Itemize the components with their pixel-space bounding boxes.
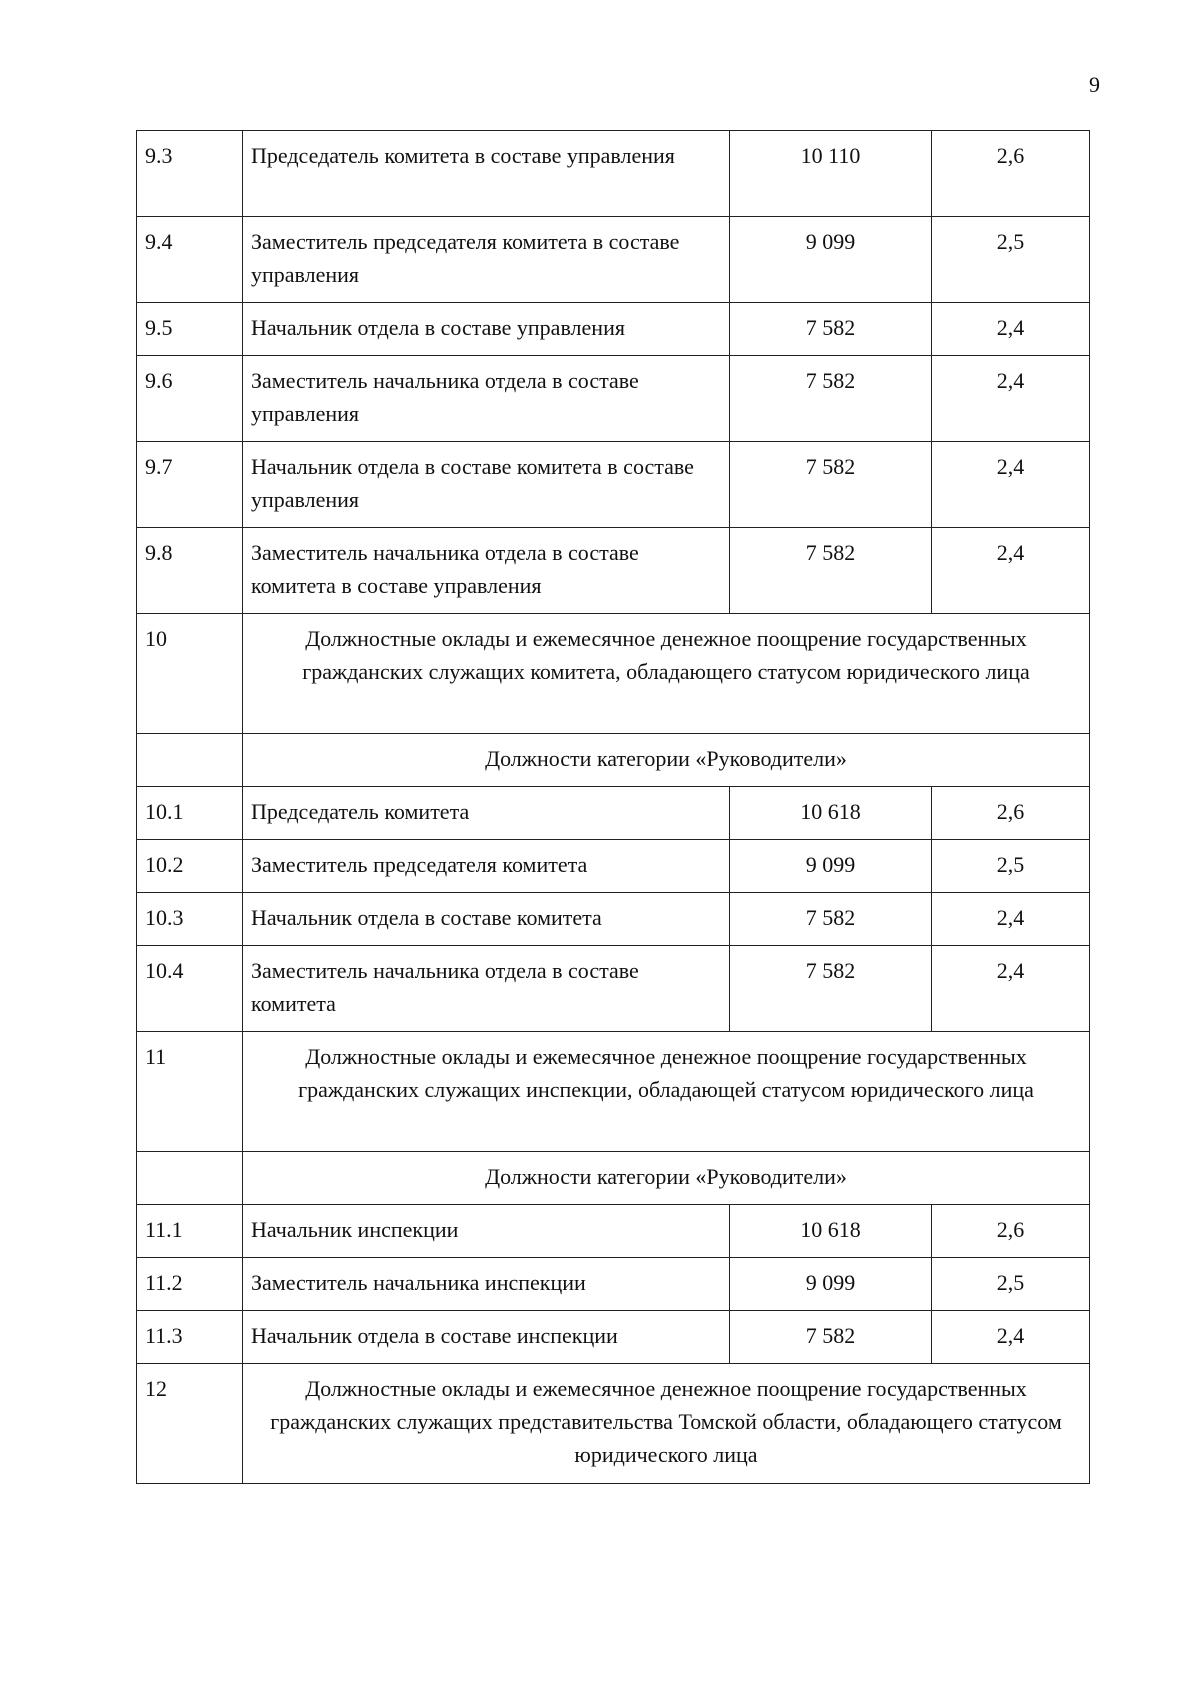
table-row [137,131,1090,217]
page-number: 9 [1089,72,1100,97]
category-title: Должности категории «Руководители» [243,1152,1090,1205]
salary-cell: 7 582 [730,946,932,1032]
table-row [137,893,1090,946]
section-number: 11 [137,1032,243,1152]
row-number: 11.2 [137,1258,243,1311]
coefficient-cell: 2,6 [932,787,1090,840]
table-row [137,787,1090,840]
table-row [137,1258,1090,1311]
table-row [137,356,1090,442]
coefficient-cell: 2,5 [932,840,1090,893]
coefficient-cell: 2,4 [932,1311,1090,1364]
position-name: Начальник отдела в составе комитета [243,893,730,946]
position-name: Заместитель начальника отдела в составе комитета [243,946,730,1032]
salary-cell: 7 582 [730,442,932,528]
coefficient-cell: 2,5 [932,1258,1090,1311]
section-title: Должностные оклады и ежемесячное денежное поощрение государственных гражданских служащих комитета, обладающего статусом юридического лица [243,614,1090,734]
row-number: 9.7 [137,442,243,528]
position-name: Заместитель председателя комитета в составе управления [243,217,730,303]
table-row [137,303,1090,356]
section-title: Должностные оклады и ежемесячное денежное поощрение государственных гражданских служащих инспекции, обладающей статусом юридического лица [243,1032,1090,1152]
section-number: 10 [137,614,243,734]
salary-table [136,130,1090,1484]
row-number: 9.8 [137,528,243,614]
coefficient-cell: 2,4 [932,946,1090,1032]
table-row [137,840,1090,893]
section-header-row [137,614,1090,734]
salary-cell: 7 582 [730,1311,932,1364]
table-row [137,1311,1090,1364]
row-number: 10.2 [137,840,243,893]
row-number: 9.3 [137,131,243,217]
position-name: Председатель комитета [243,787,730,840]
position-name: Заместитель начальника отдела в составе комитета в составе управления [243,528,730,614]
salary-cell: 7 582 [730,356,932,442]
empty-cell [137,734,243,787]
section-number: 12 [137,1364,243,1484]
position-name: Начальник отдела в составе управления [243,303,730,356]
row-number: 11.3 [137,1311,243,1364]
position-name: Начальник отдела в составе инспекции [243,1311,730,1364]
coefficient-cell: 2,5 [932,217,1090,303]
row-number: 11.1 [137,1205,243,1258]
table-row [137,442,1090,528]
salary-cell: 10 618 [730,787,932,840]
category-row [137,734,1090,787]
position-name: Заместитель председателя комитета [243,840,730,893]
salary-cell: 9 099 [730,840,932,893]
coefficient-cell: 2,4 [932,303,1090,356]
table-row [137,1205,1090,1258]
position-name: Заместитель начальника инспекции [243,1258,730,1311]
salary-table-body [137,131,1090,1484]
section-header-row [137,1032,1090,1152]
salary-cell: 7 582 [730,893,932,946]
section-header-row [137,1364,1090,1484]
position-name: Заместитель начальника отдела в составе управления [243,356,730,442]
category-row [137,1152,1090,1205]
coefficient-cell: 2,6 [932,1205,1090,1258]
table-row [137,217,1090,303]
row-number: 9.4 [137,217,243,303]
position-name: Начальник отдела в составе комитета в составе управления [243,442,730,528]
coefficient-cell: 2,4 [932,356,1090,442]
row-number: 9.6 [137,356,243,442]
row-number: 10.1 [137,787,243,840]
salary-cell: 7 582 [730,303,932,356]
salary-cell: 10 618 [730,1205,932,1258]
salary-cell: 7 582 [730,528,932,614]
salary-cell: 10 110 [730,131,932,217]
row-number: 10.3 [137,893,243,946]
table-row [137,946,1090,1032]
row-number: 10.4 [137,946,243,1032]
coefficient-cell: 2,4 [932,528,1090,614]
coefficient-cell: 2,4 [932,893,1090,946]
table-row [137,528,1090,614]
section-title: Должностные оклады и ежемесячное денежное поощрение государственных гражданских служащих представительства Томской области, обладающего статусом юридического лица [243,1364,1090,1484]
empty-cell [137,1152,243,1205]
row-number: 9.5 [137,303,243,356]
category-title: Должности категории «Руководители» [243,734,1090,787]
salary-cell: 9 099 [730,1258,932,1311]
salary-cell: 9 099 [730,217,932,303]
coefficient-cell: 2,4 [932,442,1090,528]
position-name: Начальник инспекции [243,1205,730,1258]
position-name: Председатель комитета в составе управления [243,131,730,217]
coefficient-cell: 2,6 [932,131,1090,217]
